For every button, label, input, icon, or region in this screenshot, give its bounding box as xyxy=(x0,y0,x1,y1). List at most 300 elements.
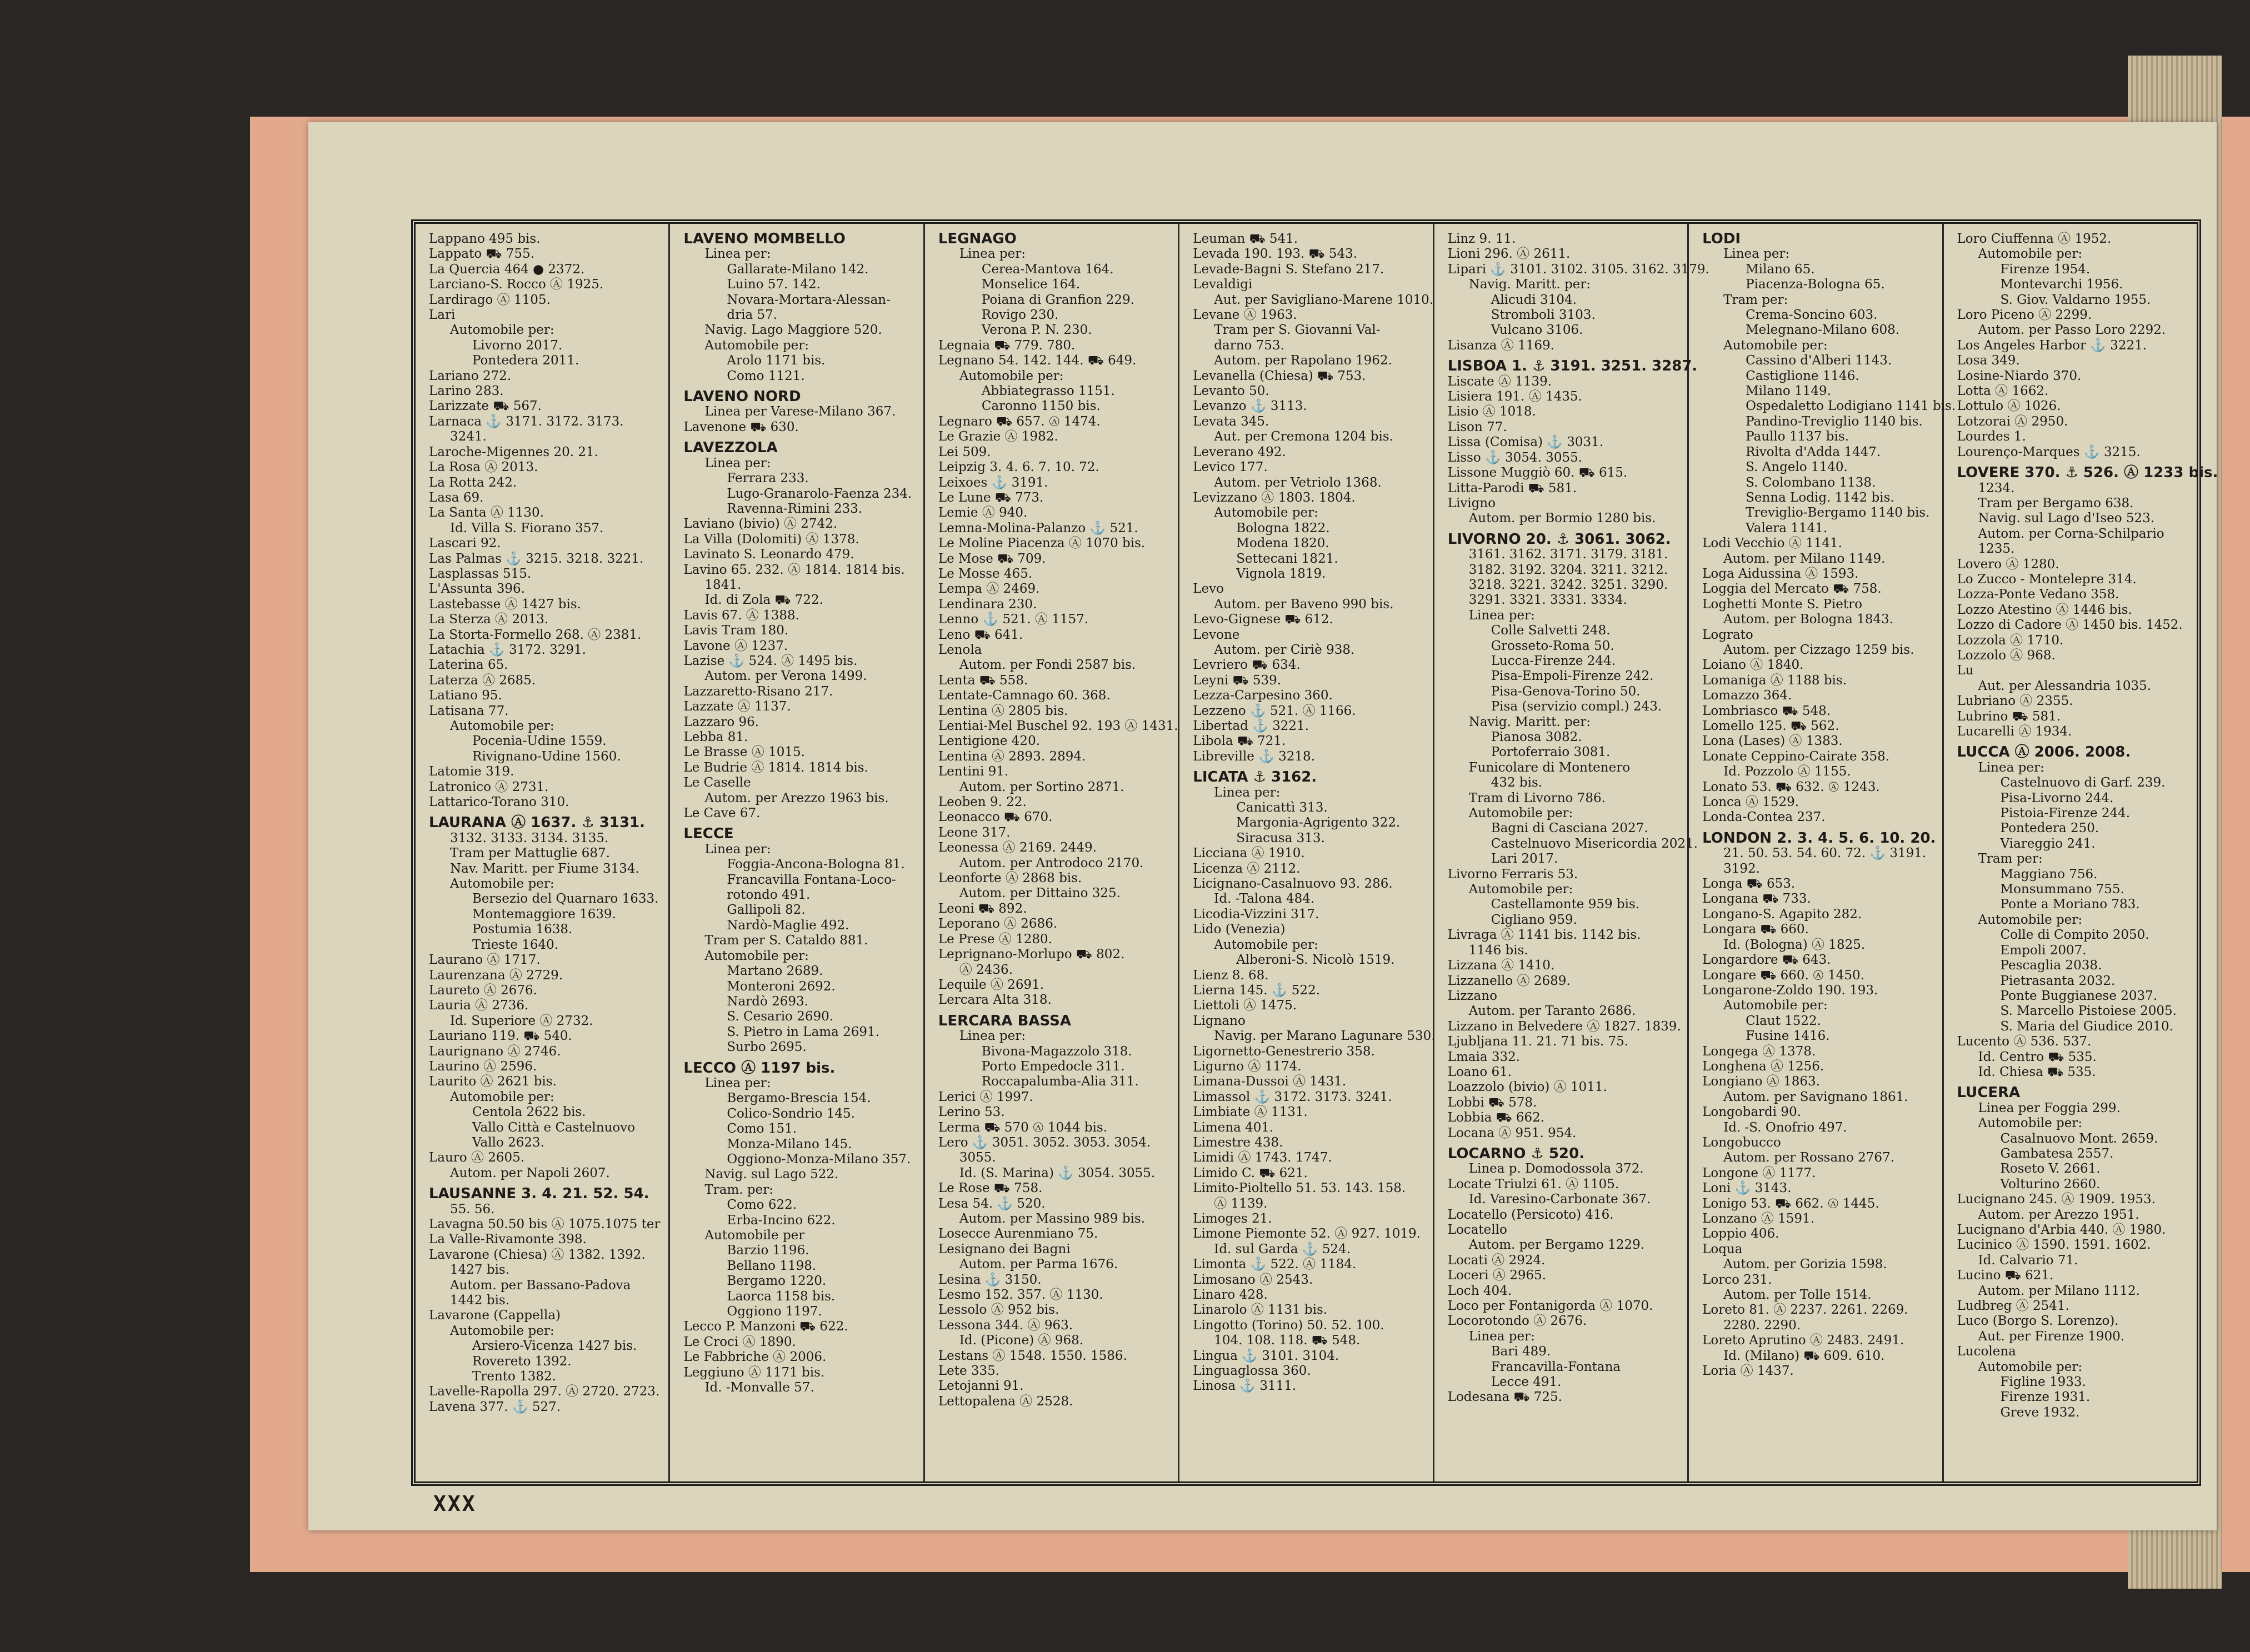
index-subentry: Bivona-Magazzolo 318. xyxy=(981,1044,1132,1059)
index-subentry: Automobile per xyxy=(704,1228,805,1243)
index-subentry: Ravenna-Rimini 233. xyxy=(727,501,863,516)
index-entry: Livraga Ⓐ 1141 bis. 1142 bis. xyxy=(1447,928,1641,943)
index-entry: Lienz 8. 68. xyxy=(1193,968,1269,983)
index-subentry: Tram per Bergamo 638. xyxy=(1978,495,2134,510)
index-subentry: Ⓐ 2436. xyxy=(959,962,1013,977)
index-entry: Lucino ⛟ 621. xyxy=(1957,1268,2054,1283)
index-entry: Limido C. ⛟ 621. xyxy=(1193,1165,1308,1180)
index-entry: Locati Ⓐ 2924. xyxy=(1447,1253,1546,1268)
index-subentry: Bellano 1198. xyxy=(727,1258,817,1273)
index-entry: Loppio 406. xyxy=(1702,1227,1779,1241)
index-entry: Levo xyxy=(1193,582,1224,597)
index-entry: Le Cave 67. xyxy=(683,806,761,821)
index-entry: Longone Ⓐ 1177. xyxy=(1702,1165,1816,1180)
index-entry: Le Mose ⛟ 709. xyxy=(938,551,1046,566)
index-entry: Lezza-Carpesino 360. xyxy=(1193,688,1333,703)
index-subentry: Surbo 2695. xyxy=(727,1040,807,1055)
index-subentry: Lecce 491. xyxy=(1491,1375,1562,1390)
index-entry: Lavena 377. ⚓ 527. xyxy=(429,1399,561,1414)
index-entry: Lenta ⛟ 558. xyxy=(938,673,1028,688)
index-subentry: Linea per: xyxy=(1214,785,1281,800)
index-entry: Lucignano d'Arbia 440. Ⓐ 1980. xyxy=(1957,1223,2166,1237)
index-entry: Lotzorai Ⓐ 2950. xyxy=(1957,414,2068,429)
index-entry: Leixoes ⚓ 3191. xyxy=(938,475,1048,490)
index-subentry: Pisa-Empoli-Firenze 242. xyxy=(1491,669,1654,684)
index-entry: Loria Ⓐ 1437. xyxy=(1702,1364,1794,1379)
index-entry: Lasplassas 515. xyxy=(429,566,532,581)
index-entry: Linarolo Ⓐ 1131 bis. xyxy=(1193,1303,1328,1318)
index-heading: LAVENO MOMBELLO xyxy=(683,231,846,247)
index-entry: Lison 77. xyxy=(1447,419,1507,434)
index-entry: Lentini 91. xyxy=(938,764,1009,779)
index-subentry: Id. (Picone) Ⓐ 968. xyxy=(959,1333,1084,1348)
index-subentry: Autom. per Verona 1499. xyxy=(704,669,867,684)
index-subentry: Oggiono-Monza-Milano 357. xyxy=(727,1152,911,1167)
index-subentry: Porto Empedocle 311. xyxy=(981,1059,1125,1074)
index-subentry: Id. Pozzolo Ⓐ 1155. xyxy=(1723,764,1851,779)
index-entry: Larciano-S. Rocco Ⓐ 1925. xyxy=(429,277,604,292)
index-entry: Longare ⛟ 660. Ⓐ 1450. xyxy=(1702,968,1864,983)
index-subentry: Linea p. Domodossola 372. xyxy=(1468,1162,1644,1177)
index-entry: Lo Zucco - Montelepre 314. xyxy=(1957,572,2137,587)
index-subentry: Rivolta d'Adda 1447. xyxy=(1746,444,1881,459)
index-entry: Lavelle-Rapolla 297. Ⓐ 2720. 2723. xyxy=(429,1384,660,1399)
index-column xyxy=(925,224,1179,1481)
index-entry: La Villa (Dolomiti) Ⓐ 1378. xyxy=(683,532,859,547)
index-entry: L'Assunta 396. xyxy=(429,582,525,597)
index-entry: Libertad ⚓ 3221. xyxy=(1193,719,1309,733)
index-entry: Lentina Ⓐ 2893. 2894. xyxy=(938,749,1086,764)
index-entry: Laviano (bivio) Ⓐ 2742. xyxy=(683,517,838,532)
index-entry: Lezzeno ⚓ 521. Ⓐ 1166. xyxy=(1193,703,1356,718)
index-subentry: Pontedera 2011. xyxy=(472,353,579,368)
index-subentry: Aut. per Alessandria 1035. xyxy=(1978,678,2152,693)
index-entry: Lequile Ⓐ 2691. xyxy=(938,977,1044,992)
index-entry: Locatello (Persicoto) 416. xyxy=(1447,1207,1614,1222)
index-entry: Lauria Ⓐ 2736. xyxy=(429,998,529,1013)
index-entry: Laurano Ⓐ 1717. xyxy=(429,953,541,968)
index-subentry: Pandino-Treviglio 1140 bis. xyxy=(1746,414,1923,429)
index-entry: Lucolena xyxy=(1957,1344,2016,1359)
index-entry: Limana-Dussoi Ⓐ 1431. xyxy=(1193,1074,1347,1089)
index-entry: Lazise ⚓ 524. Ⓐ 1495 bis. xyxy=(683,653,858,668)
index-subentry: Linea per: xyxy=(704,842,771,857)
index-subentry: 3241. xyxy=(450,429,487,444)
index-subentry: Tram di Livorno 786. xyxy=(1468,790,1606,805)
index-subentry: Id. sul Garda ⚓ 524. xyxy=(1214,1241,1351,1256)
index-subentry: Gallarate-Milano 142. xyxy=(727,262,869,277)
index-subentry: Bersezio del Quarnaro 1633. xyxy=(472,892,659,907)
index-entry: Levizzano Ⓐ 1803. 1804. xyxy=(1193,490,1356,505)
index-entry: Legnaia ⛟ 779. 780. xyxy=(938,338,1076,353)
index-subentry: Empoli 2007. xyxy=(2000,943,2087,958)
index-column xyxy=(1179,224,1434,1481)
index-subentry: Tram per: xyxy=(1723,292,1788,307)
index-entry: Ljubljana 11. 21. 71 bis. 75. xyxy=(1447,1034,1629,1049)
index-subentry: Linea per: xyxy=(704,1075,771,1090)
index-subentry: Castelnuovo Misericordia 2021. xyxy=(1491,836,1698,851)
index-entry: Losine-Niardo 370. xyxy=(1957,368,2082,383)
index-subentry: Cerea-Mantova 164. xyxy=(981,262,1114,277)
index-subentry: Autom. per Rossano 2767. xyxy=(1723,1150,1894,1165)
index-subentry: Autom. per Tolle 1514. xyxy=(1723,1288,1872,1303)
index-subentry: Autom. per Milano 1149. xyxy=(1723,551,1886,566)
index-entry: Lesa 54. ⚓ 520. xyxy=(938,1196,1046,1211)
index-subentry: Bagni di Casciana 2027. xyxy=(1491,821,1648,836)
index-subentry: Centola 2622 bis. xyxy=(472,1105,586,1120)
index-entry: Leonforte Ⓐ 2868 bis. xyxy=(938,871,1082,886)
index-subentry: Casalnuovo Mont. 2659. xyxy=(2000,1131,2158,1146)
index-entry: Lubrino ⛟ 581. xyxy=(1957,709,2061,724)
index-entry: Lero ⚓ 3051. 3052. 3053. 3054. xyxy=(938,1135,1151,1150)
index-entry: Le Budrie Ⓐ 1814. 1814 bis. xyxy=(683,760,868,775)
index-subentry: Bergamo-Brescia 154. xyxy=(727,1091,871,1106)
index-entry: Lovero Ⓐ 1280. xyxy=(1957,557,2059,572)
index-subentry: Roccapalumba-Alia 311. xyxy=(981,1074,1139,1089)
index-entry: Lozzolo Ⓐ 968. xyxy=(1957,648,2056,663)
index-entry: Lessona 344. Ⓐ 963. xyxy=(938,1318,1073,1333)
index-subentry: Postumia 1638. xyxy=(472,922,573,937)
index-subentry: Autom. per Napoli 2607. xyxy=(450,1165,610,1180)
index-heading: LERCARA BASSA xyxy=(938,1012,1071,1029)
index-entry: Lu xyxy=(1957,663,1974,678)
index-entry: Las Palmas ⚓ 3215. 3218. 3221. xyxy=(429,551,644,566)
index-subentry: 1427 bis. xyxy=(450,1263,510,1278)
index-entry: Lasa 69. xyxy=(429,490,484,505)
index-subentry: Aut. per Cremona 1204 bis. xyxy=(1214,429,1393,444)
index-entry: Levanzo ⚓ 3113. xyxy=(1193,399,1307,414)
index-subentry: Automobile per: xyxy=(1214,937,1318,952)
index-subentry: Id. Chiesa ⛟ 535. xyxy=(1978,1064,2096,1079)
index-subentry: Automobile per: xyxy=(450,323,554,338)
index-entry: Le Lune ⛟ 773. xyxy=(938,490,1044,505)
index-entry: Lomazzo 364. xyxy=(1702,688,1792,703)
index-entry: Lentiai-Mel Buschel 92. 193 Ⓐ 1431. xyxy=(938,719,1178,733)
index-subentry: 432 bis. xyxy=(1491,775,1543,790)
index-subentry: Erba-Incino 622. xyxy=(727,1213,836,1228)
index-subentry: Autom. per Savignano 1861. xyxy=(1723,1089,1908,1104)
index-subentry: Bergamo 1220. xyxy=(727,1274,827,1289)
index-entry: Lizzanello Ⓐ 2689. xyxy=(1447,973,1571,988)
index-entry: Linaro 428. xyxy=(1193,1288,1268,1303)
index-subentry: Autom. per Arezzo 1963 bis. xyxy=(704,790,889,805)
index-entry: Leyni ⛟ 539. xyxy=(1193,673,1282,688)
index-entry: Lari xyxy=(429,308,456,323)
index-entry: Lisanza Ⓐ 1169. xyxy=(1447,338,1554,353)
index-subentry: Vallo Città e Castelnuovo xyxy=(472,1120,636,1135)
index-entry: Limosano Ⓐ 2543. xyxy=(1193,1272,1313,1287)
index-entry: La Santa Ⓐ 1130. xyxy=(429,505,544,520)
index-subentry: Milano 1149. xyxy=(1746,384,1831,399)
index-subentry: Figline 1933. xyxy=(2000,1375,2086,1390)
index-subentry: Martano 2689. xyxy=(727,964,823,979)
index-subentry: Autom. per Rapolano 1962. xyxy=(1214,353,1392,368)
index-subentry: Tram per S. Cataldo 881. xyxy=(704,933,868,948)
index-subentry: Poiana di Granfion 229. xyxy=(981,292,1134,307)
index-subentry: Firenze 1954. xyxy=(2000,262,2091,277)
index-entry: Laroche-Migennes 20. 21. xyxy=(429,444,598,459)
index-subentry: Lari 2017. xyxy=(1491,852,1558,867)
index-entry: Laurino Ⓐ 2596. xyxy=(429,1059,537,1074)
index-subentry: Automobile per: xyxy=(450,1089,554,1104)
index-entry: Lavinato S. Leonardo 479. xyxy=(683,547,854,562)
index-entry: Loggia del Mercato ⛟ 758. xyxy=(1702,582,1882,597)
index-entry: Longobucco xyxy=(1702,1135,1781,1150)
index-subentry: Maggiano 756. xyxy=(2000,867,2098,882)
index-entry: Leone 317. xyxy=(938,825,1011,840)
index-entry: Le Grazie Ⓐ 1982. xyxy=(938,429,1058,444)
index-subentry: Id. -Talona 484. xyxy=(1214,892,1315,907)
index-subentry: Rivignano-Udine 1560. xyxy=(472,749,621,764)
index-entry: Leverano 492. xyxy=(1193,444,1286,459)
index-entry: Laterina 65. xyxy=(429,658,508,673)
index-subentry: Id. Centro ⛟ 535. xyxy=(1978,1049,2097,1064)
index-entry: Le Rose ⛟ 758. xyxy=(938,1181,1043,1196)
index-entry: Licciana Ⓐ 1910. xyxy=(1193,846,1305,861)
index-entry: Loceri Ⓐ 2965. xyxy=(1447,1268,1547,1283)
index-entry: Lascari 92. xyxy=(429,536,501,551)
index-entry: Limassol ⚓ 3172. 3173. 3241. xyxy=(1193,1089,1392,1104)
index-subentry: darno 753. xyxy=(1214,338,1284,353)
index-subentry: Automobile per: xyxy=(450,1323,554,1338)
index-entry: Lourdes 1. xyxy=(1957,429,2026,444)
index-entry: Limone Piemonte 52. Ⓐ 927. 1019. xyxy=(1193,1227,1421,1241)
index-subentry: 3182. 3192. 3204. 3211. 3212. xyxy=(1468,562,1668,577)
index-entry: Lentate-Camnago 60. 368. xyxy=(938,688,1111,703)
index-subentry: Funicolare di Montenero xyxy=(1468,760,1631,775)
index-entry: La Valle-Rivamonte 398. xyxy=(429,1232,587,1247)
index-entry: La Storta-Formello 268. Ⓐ 2381. xyxy=(429,627,642,642)
index-subentry: Automobile per: xyxy=(450,719,554,733)
index-entry: Lerma ⛟ 570 Ⓐ 1044 bis. xyxy=(938,1120,1108,1135)
index-entry: Levade-Bagni S. Stefano 217. xyxy=(1193,262,1384,277)
index-subentry: Linea per Varese-Milano 367. xyxy=(704,404,896,419)
index-entry: Lisiera 191. Ⓐ 1435. xyxy=(1447,389,1582,404)
index-entry: Liettoli Ⓐ 1475. xyxy=(1193,998,1297,1013)
index-entry: Lonato 53. ⛟ 632. Ⓐ 1243. xyxy=(1702,779,1880,794)
index-entry: Lempa Ⓐ 2469. xyxy=(938,582,1040,597)
index-entry: Levada 190. 193. ⛟ 543. xyxy=(1193,247,1358,262)
index-subentry: Francavilla-Fontana xyxy=(1491,1359,1621,1374)
index-subentry: Paullo 1137 bis. xyxy=(1746,429,1849,444)
index-entry: Ludbreg Ⓐ 2541. xyxy=(1957,1299,2069,1314)
index-entry: Leoben 9. 22. xyxy=(938,795,1027,810)
index-subentry: Oggiono 1197. xyxy=(727,1304,822,1319)
index-subentry: Linea per: xyxy=(704,247,771,262)
index-subentry: Monselice 164. xyxy=(981,277,1081,292)
index-heading: LODI xyxy=(1702,231,1741,247)
index-entry: Lissone Muggiò 60. ⛟ 615. xyxy=(1447,465,1628,480)
index-subentry: Linea per: xyxy=(1468,1329,1535,1344)
index-subentry: Montevarchi 1956. xyxy=(2000,277,2123,292)
index-subentry: Pisa-Livorno 244. xyxy=(2000,790,2114,805)
index-subentry: Id. Calvario 71. xyxy=(1978,1253,2078,1268)
index-subentry: Pontedera 250. xyxy=(2000,821,2099,836)
index-subentry: Margonia-Agrigento 322. xyxy=(1236,815,1401,830)
index-entry: Loni ⚓ 3143. xyxy=(1702,1181,1792,1196)
index-subentry: Bari 489. xyxy=(1491,1344,1551,1359)
index-subentry: Ⓐ 1139. xyxy=(1214,1196,1268,1211)
index-entry: Lozzo Atestino Ⓐ 1446 bis. xyxy=(1957,602,2132,617)
index-entry: Latachia ⚓ 3172. 3291. xyxy=(429,642,586,657)
index-subentry: Barzio 1196. xyxy=(727,1243,809,1258)
index-subentry: Navig. Maritt. per: xyxy=(1468,277,1591,292)
index-entry: Locorotondo Ⓐ 2676. xyxy=(1447,1314,1587,1329)
index-subentry: Vignola 1819. xyxy=(1236,566,1326,581)
index-entry: Liscate Ⓐ 1139. xyxy=(1447,374,1552,389)
index-entry: La Quercia 464 ● 2372. xyxy=(429,262,585,277)
index-subentry: Pescaglia 2038. xyxy=(2000,958,2102,973)
index-entry: Longano-S. Agapito 282. xyxy=(1702,907,1862,922)
index-entry: Leonacco ⛟ 670. xyxy=(938,810,1053,825)
index-entry: Limena 401. xyxy=(1193,1120,1274,1135)
index-entry: Leuman ⛟ 541. xyxy=(1193,232,1298,246)
index-entry: Lentigione 420. xyxy=(938,734,1041,749)
index-entry: Lavis Tram 180. xyxy=(683,623,789,638)
index-subentry: S. Cesario 2690. xyxy=(727,1009,834,1024)
index-column xyxy=(1689,224,1956,1481)
index-entry: Levanella (Chiesa) ⛟ 753. xyxy=(1193,368,1366,383)
index-subentry: Linea per: xyxy=(704,455,771,470)
index-subentry: Linea per: xyxy=(959,247,1026,262)
index-subentry: Automobile per: xyxy=(1214,505,1318,520)
index-entry: Longara ⛟ 660. xyxy=(1702,922,1809,937)
index-subentry: Linea per: xyxy=(1723,247,1790,262)
index-entry: Laterza Ⓐ 2685. xyxy=(429,673,536,688)
index-entry: Lodesana ⛟ 725. xyxy=(1447,1390,1562,1405)
index-entry: Legnano 54. 142. 144. ⛟ 649. xyxy=(938,353,1137,368)
index-subentry: Nardò-Maglie 492. xyxy=(727,918,849,933)
index-subentry: Treviglio-Bergamo 1140 bis. xyxy=(1746,505,1930,520)
index-entry: Loro Ciuffenna Ⓐ 1952. xyxy=(1957,232,2112,246)
index-subentry: Ospedaletto Lodigiano 1141 bis. xyxy=(1746,399,1956,414)
index-entry: Lozzola Ⓐ 1710. xyxy=(1957,633,2064,648)
index-subentry: Alicudi 3104. xyxy=(1491,292,1577,307)
index-subentry: Tram per: xyxy=(1978,852,2043,867)
index-subentry: Navig. sul Lago d'Iseo 523. xyxy=(1978,511,2155,526)
index-entry: Levico 177. xyxy=(1193,460,1268,475)
index-entry: Levanto 50. xyxy=(1193,384,1269,399)
index-subentry: 1841. xyxy=(704,577,742,592)
index-entry: Lucignano 245. Ⓐ 1909. 1953. xyxy=(1957,1192,2156,1207)
index-subentry: Pietrasanta 2032. xyxy=(2000,973,2116,988)
index-entry: Lazzaretto-Risano 217. xyxy=(683,684,833,699)
index-entry: Lonate Ceppino-Cairate 358. xyxy=(1702,749,1890,764)
index-subentry: Monteroni 2692. xyxy=(727,979,836,994)
index-subentry: 3291. 3321. 3331. 3334. xyxy=(1468,593,1627,608)
index-subentry: Autom. per Parma 1676. xyxy=(959,1257,1118,1272)
index-entry: Limbiate Ⓐ 1131. xyxy=(1193,1105,1308,1120)
index-entry: Longobardi 90. xyxy=(1702,1105,1802,1120)
index-subentry: Melegnano-Milano 608. xyxy=(1746,323,1900,338)
index-entry: Lappano 495 bis. xyxy=(429,232,541,246)
index-entry: Loro Piceno Ⓐ 2299. xyxy=(1957,308,2092,323)
index-subentry: Colico-Sondrio 145. xyxy=(727,1106,855,1121)
index-subentry: Aut. per Firenze 1900. xyxy=(1978,1329,2125,1344)
index-entry: La Sterza Ⓐ 2013. xyxy=(429,612,549,627)
index-subentry: Lucca-Firenze 244. xyxy=(1491,653,1616,668)
index-entry: Loga Aidussina Ⓐ 1593. xyxy=(1702,566,1859,581)
index-subentry: Autom. per Antrodoco 2170. xyxy=(959,855,1144,870)
index-entry: Lubriano Ⓐ 2355. xyxy=(1957,694,2073,709)
index-subentry: Como 1121. xyxy=(727,368,805,383)
index-subentry: Roseto V. 2661. xyxy=(2000,1162,2101,1177)
index-entry: La Rosa Ⓐ 2013. xyxy=(429,460,538,475)
index-subentry: Firenze 1931. xyxy=(2000,1390,2091,1405)
index-entry: Limidi Ⓐ 1743. 1747. xyxy=(1193,1150,1332,1165)
index-subentry: Valera 1141. xyxy=(1746,520,1828,535)
index-entry: Losa 349. xyxy=(1957,353,2020,368)
index-entry: Longiano Ⓐ 1863. xyxy=(1702,1074,1820,1089)
index-entry: Leprignano-Morlupo ⛟ 802. xyxy=(938,947,1125,962)
index-subentry: Autom. per Dittaino 325. xyxy=(959,886,1121,901)
index-heading: LUCCA Ⓐ 2006. 2008. xyxy=(1957,744,2131,761)
index-subentry: Automobile per: xyxy=(450,877,554,892)
index-entry: Lenno ⚓ 521. Ⓐ 1157. xyxy=(938,612,1089,627)
index-subentry: Vallo 2623. xyxy=(472,1135,544,1150)
index-subentry: Luino 57. 142. xyxy=(727,277,821,292)
index-subentry: S. Colombano 1138. xyxy=(1746,475,1876,490)
index-entry: Latomie 319. xyxy=(429,764,514,779)
index-entry: Lozzo di Cadore Ⓐ 1450 bis. 1452. xyxy=(1957,618,2183,633)
index-subentry: Stromboli 3103. xyxy=(1491,308,1596,323)
index-column xyxy=(1434,224,1709,1481)
index-entry: Lecco P. Manzoni ⛟ 622. xyxy=(683,1319,848,1334)
index-entry: Lierna 145. ⚓ 522. xyxy=(1193,983,1321,998)
index-entry: Lograto xyxy=(1702,627,1753,642)
index-entry: Lerici Ⓐ 1997. xyxy=(938,1089,1033,1104)
index-entry: Lizzana Ⓐ 1410. xyxy=(1447,958,1555,973)
index-entry: Lemna-Molina-Palanzo ⚓ 521. xyxy=(938,520,1138,535)
index-entry: Loreto 81. Ⓐ 2237. 2261. 2269. xyxy=(1702,1303,1908,1318)
index-subentry: S. Marcello Pistoiese 2005. xyxy=(2000,1004,2177,1019)
index-entry: Le Mosse 465. xyxy=(938,566,1033,581)
index-subentry: Canicattì 313. xyxy=(1236,800,1328,815)
index-subentry: Pisa-Genova-Torino 50. xyxy=(1491,684,1641,699)
index-subentry: Automobile per: xyxy=(1468,806,1573,821)
index-entry: Latisana 77. xyxy=(429,703,509,718)
index-entry: Lizzano xyxy=(1447,988,1497,1003)
index-entry: Lardirago Ⓐ 1105. xyxy=(429,292,551,307)
index-subentry: Autom. per Corna-Schilpario xyxy=(1978,526,2164,541)
index-subentry: Id. Varesino-Carbonate 367. xyxy=(1468,1192,1651,1207)
index-entry: Lastebasse Ⓐ 1427 bis. xyxy=(429,597,581,612)
index-entry: Lemie Ⓐ 940. xyxy=(938,505,1028,520)
index-entry: Londa-Contea 237. xyxy=(1702,810,1826,825)
index-entry: Lombriasco ⛟ 548. xyxy=(1702,703,1831,718)
index-entry: Locatello xyxy=(1447,1223,1507,1237)
index-heading: LISBOA 1. ⚓ 3191. 3251. 3287. xyxy=(1447,358,1698,375)
index-subentry: Ponte Buggianese 2037. xyxy=(2000,988,2158,1003)
index-entry: Lappato ⛟ 755. xyxy=(429,247,535,262)
index-subentry: Id. (S. Marina) ⚓ 3054. 3055. xyxy=(959,1165,1156,1180)
index-subentry: Livorno 2017. xyxy=(472,338,563,353)
index-entry: Lavarone (Cappella) xyxy=(429,1308,561,1323)
index-heading: LECCO Ⓐ 1197 bis. xyxy=(683,1059,836,1077)
index-subentry: Autom. per Vetriolo 1368. xyxy=(1214,475,1382,490)
index-subentry: 21. 50. 53. 54. 60. 72. ⚓ 3191. xyxy=(1723,846,1927,861)
index-subentry: Id. (Bologna) Ⓐ 1825. xyxy=(1723,937,1866,952)
index-subentry: Linea per Foggia 299. xyxy=(1978,1100,2121,1115)
index-subentry: Automobile per: xyxy=(704,948,809,963)
index-subentry: Monsummano 755. xyxy=(2000,882,2124,897)
index-entry: Lettopalena Ⓐ 2528. xyxy=(938,1394,1073,1409)
index-entry: Loco per Fontanigorda Ⓐ 1070. xyxy=(1447,1299,1653,1314)
index-entry: Lavino 65. 232. Ⓐ 1814. 1814 bis. xyxy=(683,562,905,577)
index-heading: LUCERA xyxy=(1957,1084,2021,1102)
index-entry: Locate Triulzi 61. Ⓐ 1105. xyxy=(1447,1177,1619,1192)
index-entry: Lipari ⚓ 3101. 3102. 3105. 3162. 3179. xyxy=(1447,262,1709,277)
